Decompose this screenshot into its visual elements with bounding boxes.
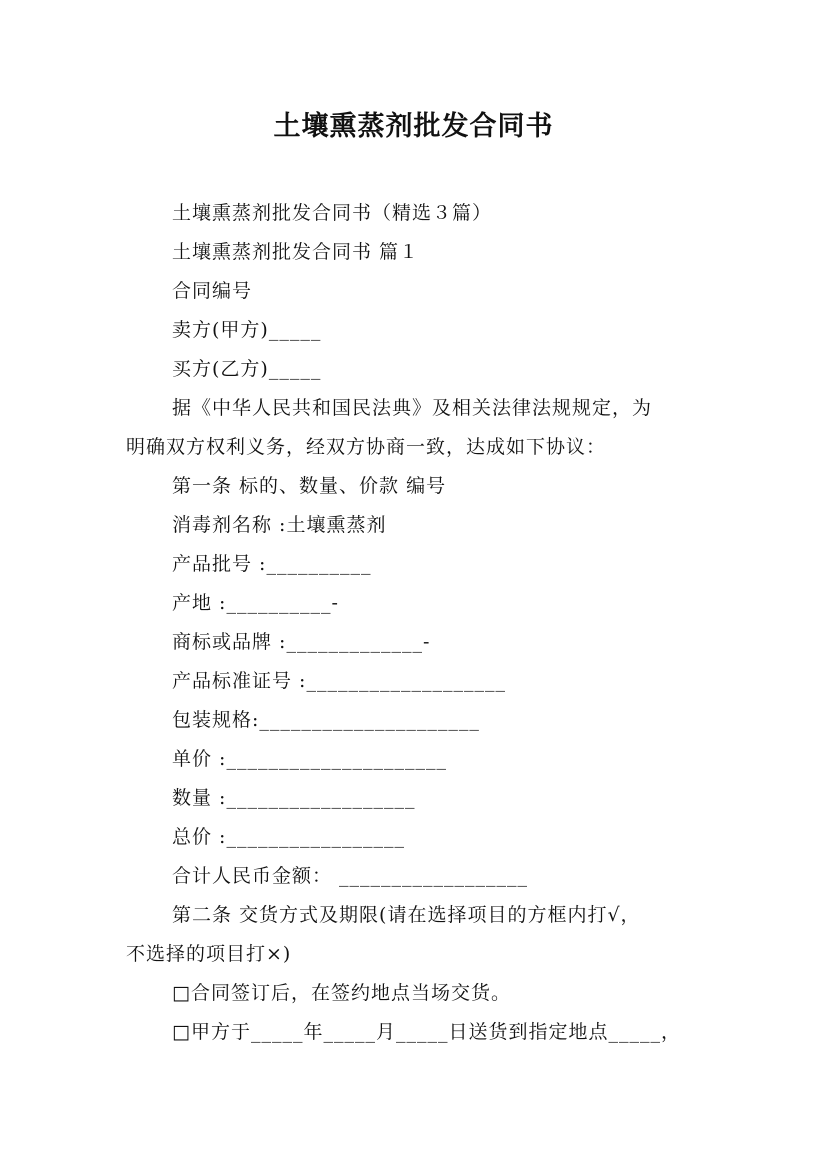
standard-number-field: 产品标准证号 :___________________ (172, 670, 506, 692)
document-title: 土壤熏蒸剂批发合同书 (273, 111, 554, 142)
brand-field: 商标或品牌 :_____________- (172, 631, 431, 653)
origin-field: 产地 :__________- (172, 592, 339, 614)
article-2-heading-cont: 不选择的项目打×) (126, 943, 292, 965)
unit-price-field: 单价 :_____________________ (172, 748, 447, 770)
delivery-option-2: □甲方于_____年_____月_____日送货到指定地点_____， (172, 1021, 681, 1043)
seller-field: 卖方(甲方)_____ (172, 319, 322, 341)
preamble-line-2: 明确双方权利义务，经双方协商一致，达成如下协议： (126, 436, 607, 458)
article-2-heading: 第二条 交货方式及期限(请在选择项目的方框内打√， (172, 904, 641, 926)
contract-number-label: 合同编号 (172, 280, 253, 302)
total-price-field: 总价 :_________________ (172, 826, 405, 848)
section-heading: 土壤熏蒸剂批发合同书 篇１ (172, 241, 420, 263)
product-name-field: 消毒剂名称 :土壤熏蒸剂 (172, 514, 387, 536)
subtitle-selected: 土壤熏蒸剂批发合同书（精选３篇） (172, 202, 493, 224)
batch-number-field: 产品批号 :__________ (172, 553, 372, 575)
quantity-field: 数量 :__________________ (172, 787, 416, 809)
delivery-option-1: □合同签订后，在签约地点当场交货。 (172, 982, 511, 1004)
buyer-field: 买方(乙方)_____ (172, 358, 322, 380)
total-rmb-field: 合计人民币金额： __________________ (172, 865, 529, 887)
article-1-heading: 第一条 标的、数量、价款 编号 (172, 475, 447, 497)
preamble-line-1: 据《中华人民共和国民法典》及相关法律法规规定，为 (172, 397, 653, 419)
packaging-field: 包装规格:_____________________ (172, 709, 480, 731)
